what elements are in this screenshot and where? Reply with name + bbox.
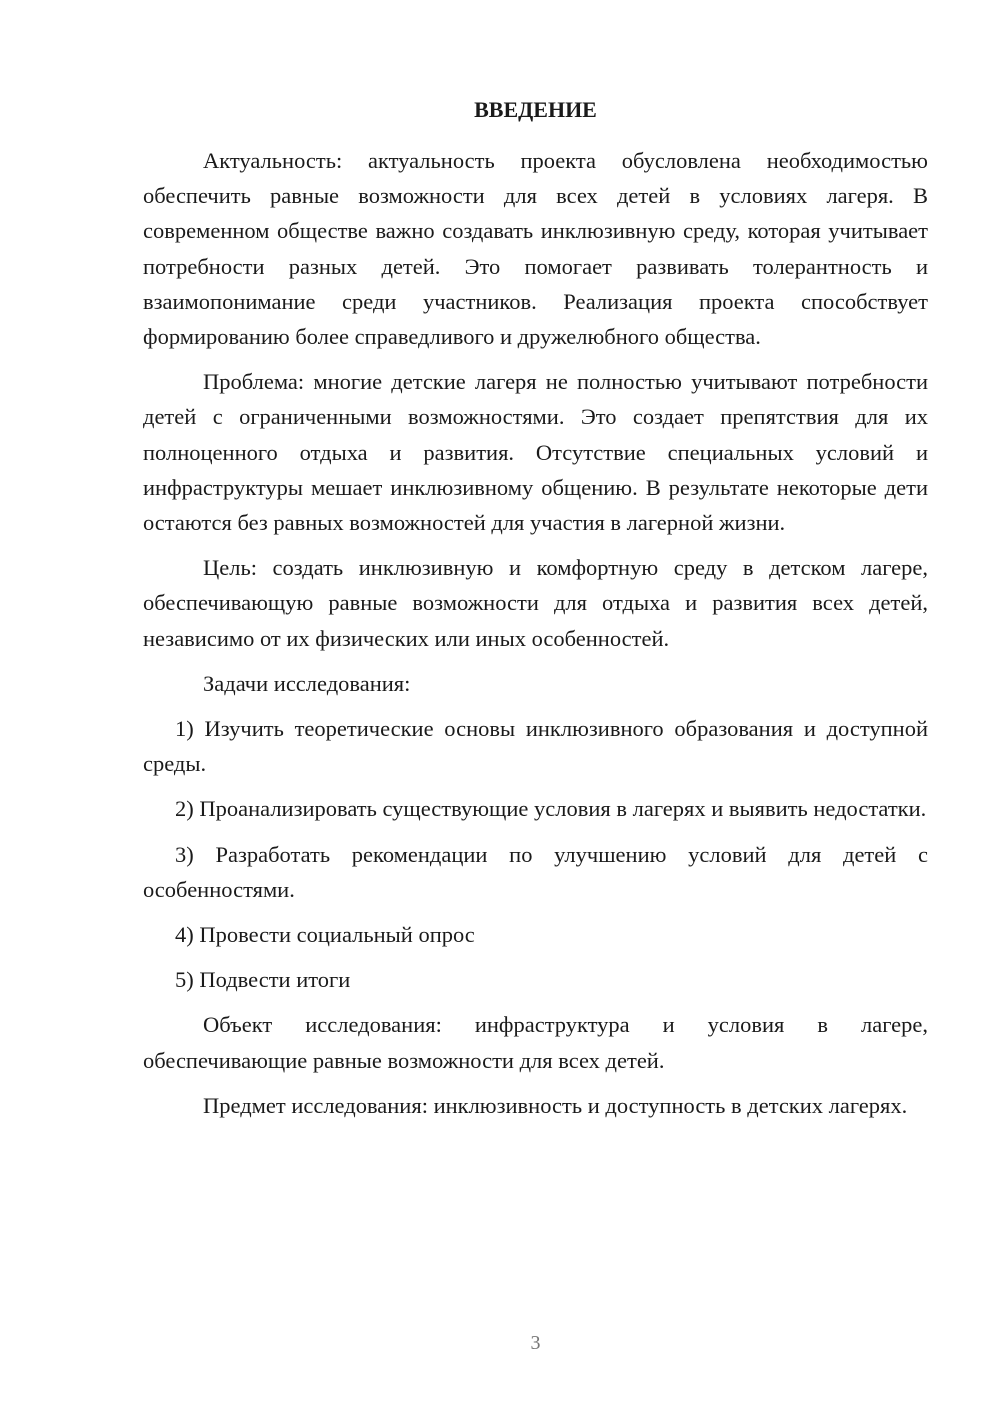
task-item-5: 5) Подвести итоги [175, 967, 351, 993]
page-title: ВВЕДЕНИЕ [474, 97, 597, 122]
paragraph-relevance: Актуальность: актуальность проекта обусловлена необходимостью обеспечить равные возможности для всех детей в условиях лагеря. В современном обществе важно создавать инклюзивную среду, которая учитывает потребности разных детей. Это помогает развивать толерантность и взаимопонимание среди участников. Реализация проекта способствует формированию более справедливого и дружелюбного общества. [143, 148, 928, 350]
paragraph-object: Объект исследования: инфраструктура и условия в лагере, обеспечивающие равные возможности для всех детей. [143, 1012, 928, 1073]
document-body [143, 143, 928, 1123]
tasks-heading: Задачи исследования: [203, 670, 411, 696]
document-page [143, 0, 928, 1414]
task-item-1: 1) Изучить теоретические основы инклюзивного образования и доступной среды. [143, 716, 928, 777]
paragraph-subject: Предмет исследования: инклюзивность и доступность в детских лагерях. [203, 1092, 908, 1118]
paragraph-problem: Проблема: многие детские лагеря не полностью учитывают потребности детей с ограниченными возможностями. Это создает препятствия для их полноценного отдыха и развития. Отсутствие специальных условий и инфраструктуры мешает инклюзивному общению. В результате некоторые дети остаются без равных возможностей для участия в лагерной жизни. [143, 369, 928, 536]
task-item-2: 2) Проанализировать существующие условия в лагерях и выявить недостатки. [175, 796, 927, 822]
task-item-4: 4) Провести социальный опрос [175, 922, 475, 948]
paragraph-goal: Цель: создать инклюзивную и комфортную среду в детском лагере, обеспечивающую равные возможности для отдыха и развития всех детей, независимо от их физических или иных особенностей. [143, 555, 928, 651]
page-number: 3 [530, 1332, 541, 1354]
task-item-3: 3) Разработать рекомендации по улучшению условий для детей с особенностями. [143, 841, 928, 902]
